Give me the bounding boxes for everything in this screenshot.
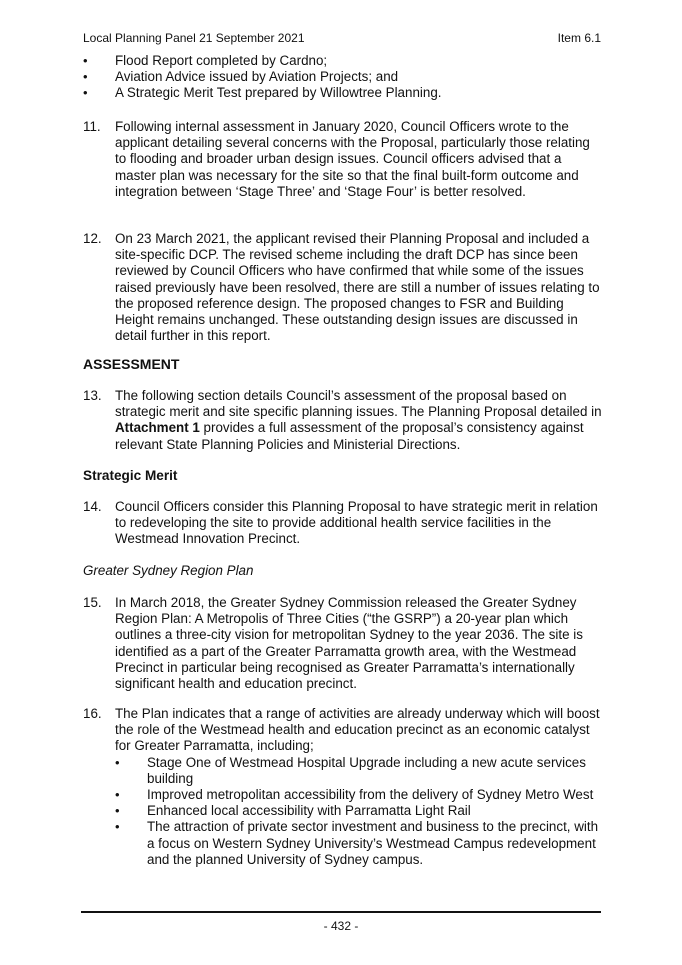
paragraph-number: 13. <box>83 388 102 403</box>
heading-greater-sydney-region-plan: Greater Sydney Region Plan <box>83 563 254 578</box>
attachment-reference: Attachment 1 <box>115 420 200 436</box>
list-item: • Stage One of Westmead Hospital Upgrade including a new acute services building <box>115 755 603 787</box>
paragraph-15 <box>83 595 603 692</box>
footer-divider <box>81 911 601 913</box>
paragraph-14 <box>83 499 603 548</box>
paragraph-number: 16. <box>83 706 102 721</box>
paragraph-text: Council Officers consider this Planning Proposal to have strategic merit in relation to redeveloping the site to provide additional health service facilities in the Westmead Innovation Precinct. <box>115 499 598 547</box>
paragraph-text: The following section details Council’s assessment of the proposal based on strategic merit and site specific planning issues. The Planning Proposal detailed in Attachment 1 provides a full assessment of the proposal’s consistency against relevant State Planning Policies and Ministerial Directions. <box>115 388 602 452</box>
paragraph-16 <box>83 706 603 868</box>
list-item: • A Strategic Merit Test prepared by Willowtree Planning. <box>83 85 603 101</box>
paragraph-text: Following internal assessment in January 2020, Council Officers wrote to the applicant detailing several concerns with the Proposal, particularly those relating to flooding and broader urban design issues. Council officers advised that a master plan was necessary for the site so that the final built-form outcome and integration between ‘Stage Three’ and ‘Stage Four’ is better resolved. <box>115 119 590 199</box>
list-item: • Improved metropolitan accessibility from the delivery of Sydney Metro West <box>115 787 603 803</box>
paragraph-number: 14. <box>83 499 102 514</box>
paragraph-text: In March 2018, the Greater Sydney Commission released the Greater Sydney Region Plan: A Metropolis of Three Cities (“the GSRP”) a 20-year plan which outlines a three-city vision for metropolitan Sydney to the year 2036. The site is identified as a part of the Greater Parramatta growth area, with the Westmead Precinct in particular being recognised as Greater Parramatta’s internationally significant health and education precinct. <box>115 595 583 692</box>
paragraph-number: 11. <box>83 119 101 134</box>
paragraph-13 <box>83 388 603 453</box>
paragraph-12 <box>83 231 603 344</box>
paragraph-text: The Plan indicates that a range of activities are already underway which will boost the role of the Westmead health and education precinct as an economic catalyst for Greater Parramatta, including; <box>115 706 600 754</box>
list-item: • Enhanced local accessibility with Parramatta Light Rail <box>115 803 603 819</box>
list-item: • The attraction of private sector investment and business to the precinct, with a focus on Western Sydney University’s Westmead Campus redevelopment and the planned University of Sydney campus. <box>115 819 603 868</box>
paragraph-11 <box>83 119 603 200</box>
header-left: Local Planning Panel 21 September 2021 <box>83 31 305 45</box>
list-item: • Aviation Advice issued by Aviation Projects; and <box>83 69 603 85</box>
heading-strategic-merit: Strategic Merit <box>83 468 178 483</box>
paragraph-number: 15. <box>83 595 102 610</box>
paragraph-number: 12. <box>83 231 102 246</box>
paragraph-text: On 23 March 2021, the applicant revised their Planning Proposal and included a site-specific DCP. The revised scheme including the draft DCP has since been reviewed by Council Officers who have confirmed that while some of the issues raised previously have been resolved, there are still a number of issues relating to the proposed reference design. The proposed changes to FSR and Building Height remains unchanged. These outstanding design issues are discussed in detail further in this report. <box>115 231 600 344</box>
page-number: - 432 - <box>323 919 359 933</box>
activity-bullet-list <box>115 755 603 868</box>
header-item-number: Item 6.1 <box>557 31 601 45</box>
list-item: • Flood Report completed by Cardno; <box>83 53 603 69</box>
heading-assessment: ASSESSMENT <box>83 356 180 372</box>
top-bullet-list <box>83 53 603 102</box>
